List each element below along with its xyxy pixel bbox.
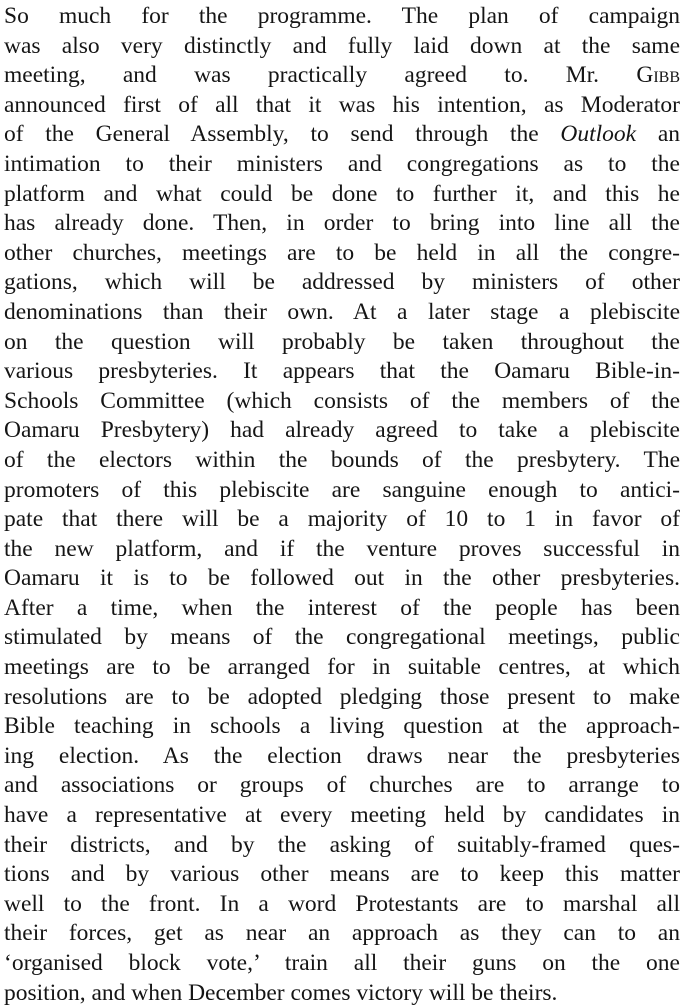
text-segment: other churches, meetings are to be held in all the congre- <box>4 239 680 266</box>
text-segment: resolutions are to be adopted pledging those present to make <box>4 683 680 710</box>
text-line <box>4 2 680 32</box>
text-segment-smallcaps: Gibb <box>636 62 680 89</box>
text-segment: So much for the programme. The plan of campaign <box>4 3 680 29</box>
text-line <box>4 416 680 446</box>
text-line <box>4 476 680 506</box>
text-line <box>4 890 680 920</box>
text-segment: and associations or groups of churches are to arrange to <box>4 772 680 799</box>
text-segment: meeting, and was practically agreed to. Mr. <box>4 62 637 89</box>
text-line <box>4 712 680 742</box>
text-line <box>4 120 680 150</box>
text-segment: meetings are to be arranged for in suitable centres, at which <box>4 654 680 681</box>
article-text-column <box>4 2 680 1008</box>
text-segment: pate that there will be a majority of 10 to 1 in favor of <box>4 506 680 533</box>
text-segment: tions and by various other means are to keep this matter <box>4 861 680 888</box>
text-segment: their forces, get as near an approach as they can to an <box>4 920 680 947</box>
text-line <box>4 268 680 298</box>
text-segment: gations, which will be addressed by ministers of other <box>4 269 680 296</box>
text-line <box>4 32 680 62</box>
text-line <box>4 328 680 358</box>
text-segment: After a time, when the interest of the people has been <box>4 594 680 621</box>
text-line <box>4 446 680 476</box>
text-line <box>4 564 680 594</box>
text-segment: has already done. Then, in order to bring into line all the <box>4 210 680 237</box>
text-segment: Oamaru Presbytery) had already agreed to take a plebiscite <box>4 417 680 444</box>
text-segment: Oamaru it is to be followed out in the other presbyteries. <box>4 565 680 592</box>
text-line <box>4 860 680 890</box>
text-segment: stimulated by means of the congregational meetings, public <box>4 624 680 651</box>
text-line <box>4 831 680 861</box>
text-segment: well to the front. In a word Protestants are to marshal all <box>4 890 680 917</box>
text-segment: denominations than their own. At a later stage a plebiscite <box>4 298 680 325</box>
text-line <box>4 150 680 180</box>
text-segment: Bible teaching in schools a living question at the approach- <box>4 713 680 740</box>
text-line <box>4 594 680 624</box>
text-line <box>4 623 680 653</box>
text-line <box>4 771 680 801</box>
text-line <box>4 742 680 772</box>
text-segment: ‘organised block vote,’ train all their guns on the one <box>4 950 680 976</box>
text-segment: promoters of this plebiscite are sanguine enough to antici- <box>4 476 680 503</box>
text-segment: platform and what could be done to further it, and this he <box>4 180 680 207</box>
text-segment: the new platform, and if the venture proves successful in <box>4 535 680 562</box>
text-segment: of the General Assembly, to send through the <box>4 121 561 148</box>
text-line <box>4 209 680 239</box>
text-line <box>4 535 680 565</box>
text-segment: their districts, and by the asking of suitably-framed ques- <box>4 831 680 858</box>
text-segment: Schools Committee (which consists of the members of the <box>4 387 680 414</box>
text-segment: ing election. As the election draws near the presbyteries <box>4 742 680 769</box>
text-segment: various presbyteries. It appears that the Oamaru Bible-in- <box>4 358 680 385</box>
text-line <box>4 239 680 269</box>
text-line <box>4 979 680 1008</box>
text-line <box>4 683 680 713</box>
text-segment: have a representative at every meeting held by candidates in <box>4 802 680 829</box>
text-segment: an <box>636 121 680 148</box>
text-segment: was also very distinctly and fully laid down at the same <box>4 32 680 59</box>
text-line <box>4 357 680 387</box>
text-line <box>4 801 680 831</box>
text-line <box>4 949 680 979</box>
text-segment: of the electors within the bounds of the presbytery. The <box>4 446 680 473</box>
text-segment-italic: Outlook <box>560 121 637 148</box>
text-line <box>4 919 680 949</box>
text-line <box>4 653 680 683</box>
text-line <box>4 387 680 417</box>
text-line <box>4 505 680 535</box>
text-line <box>4 61 680 91</box>
text-line <box>4 298 680 328</box>
text-segment: announced first of all that it was his intention, as Moderator <box>4 91 680 118</box>
text-line <box>4 180 680 210</box>
text-segment: intimation to their ministers and congregations as to the <box>4 150 680 177</box>
text-segment: on the question will probably be taken throughout the <box>4 328 680 355</box>
text-segment: position, and when December comes victory will be theirs. <box>4 979 558 1006</box>
text-line <box>4 91 680 121</box>
